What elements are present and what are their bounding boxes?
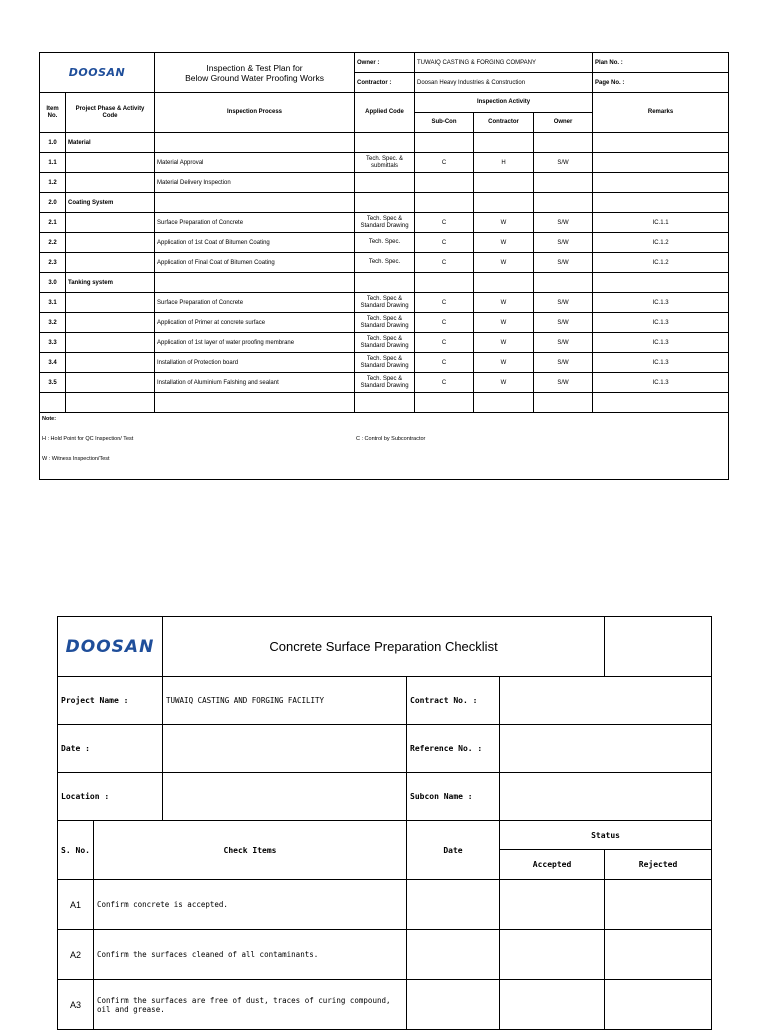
rejected-header: Rejected <box>605 850 712 880</box>
itp-cell-contractor: H <box>474 153 534 173</box>
itp-cell-applied-code <box>355 393 415 413</box>
itp-cell-owner: S/W <box>534 233 593 253</box>
itp-cell-subcon <box>415 133 474 153</box>
date-value[interactable] <box>163 725 407 773</box>
itp-cell-item-no: 3.5 <box>40 373 66 393</box>
itp-cell-remarks: IC.1.2 <box>593 233 729 253</box>
itp-cell-contractor: W <box>474 353 534 373</box>
itp-cell-subcon <box>415 173 474 193</box>
itp-cell-owner <box>534 193 593 213</box>
itp-title-line1: Inspection & Test Plan for <box>206 62 303 73</box>
itp-row <box>40 233 729 253</box>
itp-cell-contractor: W <box>474 373 534 393</box>
itp-cell-process <box>155 393 355 413</box>
itp-cell-phase: Material <box>66 133 155 153</box>
itp-cell-subcon: C <box>415 353 474 373</box>
date-header: Date <box>407 821 500 880</box>
itp-cell-applied-code <box>355 173 415 193</box>
itp-cell-subcon: C <box>415 373 474 393</box>
project-name-label: Project Name : <box>58 677 163 725</box>
itp-cell-remarks <box>593 193 729 213</box>
itp-cell-owner: S/W <box>534 213 593 233</box>
itp-cell-subcon <box>415 393 474 413</box>
page-no-label: Page No. : <box>593 73 729 93</box>
itp-cell-process: Application of 1st layer of water proofing membrane <box>155 333 355 353</box>
itp-cell-process: Surface Preparation of Concrete <box>155 293 355 313</box>
itp-cell-owner <box>534 133 593 153</box>
check-item-code: A1 <box>58 880 94 930</box>
itp-cell-item-no: 3.3 <box>40 333 66 353</box>
doosan-logo-large: DOOSAN <box>65 636 155 657</box>
itp-cell-phase <box>66 153 155 173</box>
itp-row <box>40 393 729 413</box>
itp-cell-process: Application of Final Coat of Bitumen Coating <box>155 253 355 273</box>
itp-cell-item-no: 1.1 <box>40 153 66 173</box>
check-item-row <box>58 980 712 1030</box>
itp-cell-owner: S/W <box>534 333 593 353</box>
check-item-row <box>58 930 712 980</box>
itp-cell-applied-code: Tech. Spec & Standard Drawing <box>355 293 415 313</box>
itp-cell-remarks <box>593 273 729 293</box>
itp-cell-owner <box>534 393 593 413</box>
header-subcon: Sub-Con <box>415 113 474 133</box>
itp-cell-phase <box>66 353 155 373</box>
check-item-row <box>58 880 712 930</box>
header-inspection-activity: Inspection Activity <box>415 93 593 113</box>
itp-cell-process: Material Delivery Inspection <box>155 173 355 193</box>
itp-cell-phase <box>66 233 155 253</box>
check-item-code: A3 <box>58 980 94 1030</box>
itp-cell-owner: S/W <box>534 353 593 373</box>
itp-cell-contractor: W <box>474 313 534 333</box>
itp-cell-item-no: 2.1 <box>40 213 66 233</box>
itp-cell-remarks: IC.1.3 <box>593 353 729 373</box>
itp-cell-subcon: C <box>415 213 474 233</box>
itp-cell-phase: Coating System <box>66 193 155 213</box>
itp-cell-contractor <box>474 133 534 153</box>
note-label: Note: <box>42 416 57 422</box>
itp-cell-applied-code <box>355 273 415 293</box>
header-phase: Project Phase & Activity Code <box>66 93 155 133</box>
itp-cell-phase <box>66 253 155 273</box>
itp-cell-process: Surface Preparation of Concrete <box>155 213 355 233</box>
itp-cell-subcon: C <box>415 253 474 273</box>
checklist-logo-cell <box>58 617 163 677</box>
itp-row <box>40 313 729 333</box>
itp-row <box>40 293 729 313</box>
itp-cell-remarks <box>593 133 729 153</box>
itp-row <box>40 193 729 213</box>
itp-row <box>40 353 729 373</box>
itp-cell-phase <box>66 313 155 333</box>
itp-cell-applied-code: Tech. Spec & Standard Drawing <box>355 313 415 333</box>
subcon-name-value[interactable] <box>500 773 712 821</box>
itp-cell-subcon <box>415 193 474 213</box>
itp-cell-subcon: C <box>415 333 474 353</box>
check-item-rejected-cell[interactable] <box>605 930 712 980</box>
header-item-no: Item No. <box>40 93 66 133</box>
itp-cell-item-no: 3.4 <box>40 353 66 373</box>
itp-cell-process <box>155 193 355 213</box>
sno-header: S. No. <box>58 821 94 880</box>
itp-row <box>40 133 729 153</box>
note-control: C : Control by Subcontractor <box>356 436 426 442</box>
itp-cell-applied-code: Tech. Spec & Standard Drawing <box>355 333 415 353</box>
itp-cell-item-no: 3.0 <box>40 273 66 293</box>
itp-cell-applied-code: Tech. Spec. <box>355 253 415 273</box>
checklist-body <box>58 880 712 1030</box>
itp-cell-phase <box>66 213 155 233</box>
itp-cell-owner <box>534 173 593 193</box>
itp-cell-owner: S/W <box>534 293 593 313</box>
itp-cell-subcon: C <box>415 233 474 253</box>
itp-cell-item-no: 3.2 <box>40 313 66 333</box>
check-item-rejected-cell[interactable] <box>605 880 712 930</box>
itp-cell-applied-code: Tech. Spec & Standard Drawing <box>355 353 415 373</box>
itp-cell-owner: S/W <box>534 153 593 173</box>
itp-row <box>40 273 729 293</box>
header-contractor: Contractor <box>474 113 534 133</box>
date-label: Date : <box>58 725 163 773</box>
check-item-date-cell[interactable] <box>407 880 500 930</box>
header-owner: Owner <box>534 113 593 133</box>
itp-cell-subcon: C <box>415 293 474 313</box>
itp-cell-contractor: W <box>474 213 534 233</box>
itp-cell-owner: S/W <box>534 373 593 393</box>
check-item-date-cell[interactable] <box>407 930 500 980</box>
itp-cell-remarks: IC.1.2 <box>593 253 729 273</box>
checklist-title: Concrete Surface Preparation Checklist <box>163 617 605 677</box>
itp-cell-remarks: IC.1.3 <box>593 373 729 393</box>
itp-cell-applied-code <box>355 193 415 213</box>
itp-cell-subcon <box>415 273 474 293</box>
itp-cell-process: Material Approval <box>155 153 355 173</box>
check-item-text: Confirm the surfaces are free of dust, traces of curing compound, oil and grease. <box>94 980 407 1030</box>
itp-cell-item-no: 1.0 <box>40 133 66 153</box>
header-remarks: Remarks <box>593 93 729 133</box>
itp-cell-contractor: W <box>474 233 534 253</box>
itp-row <box>40 253 729 273</box>
subcon-name-label: Subcon Name : <box>407 773 500 821</box>
itp-title-line2: Below Ground Water Proofing Works <box>185 72 324 83</box>
itp-cell-process: Application of Primer at concrete surface <box>155 313 355 333</box>
itp-cell-item-no: 1.2 <box>40 173 66 193</box>
itp-cell-remarks: IC.1.1 <box>593 213 729 233</box>
reference-no-value[interactable] <box>500 725 712 773</box>
itp-logo-cell <box>40 53 155 93</box>
itp-cell-phase <box>66 393 155 413</box>
header-process: Inspection Process <box>155 93 355 133</box>
check-item-accepted-cell[interactable] <box>500 980 605 1030</box>
itp-cell-contractor: W <box>474 333 534 353</box>
itp-row <box>40 173 729 193</box>
itp-row <box>40 153 729 173</box>
check-item-code: A2 <box>58 930 94 980</box>
reference-no-label: Reference No. : <box>407 725 500 773</box>
itp-cell-applied-code: Tech. Spec. <box>355 233 415 253</box>
check-item-text: Confirm concrete is accepted. <box>94 880 407 930</box>
itp-cell-remarks: IC.1.3 <box>593 333 729 353</box>
check-item-accepted-cell[interactable] <box>500 880 605 930</box>
check-item-text: Confirm the surfaces cleaned of all contaminants. <box>94 930 407 980</box>
check-item-rejected-cell[interactable] <box>605 980 712 1030</box>
itp-cell-owner: S/W <box>534 313 593 333</box>
itp-cell-contractor <box>474 193 534 213</box>
itp-title-cell <box>155 53 355 93</box>
itp-cell-subcon: C <box>415 313 474 333</box>
check-item-date-cell[interactable] <box>407 980 500 1030</box>
itp-cell-item-no: 2.3 <box>40 253 66 273</box>
contract-no-value[interactable] <box>500 677 712 725</box>
plan-no-label: Plan No. : <box>593 53 729 73</box>
note-witness: W : Witness Inspection/Test <box>42 456 110 462</box>
itp-cell-owner <box>534 273 593 293</box>
itp-cell-owner: S/W <box>534 253 593 273</box>
itp-cell-phase <box>66 333 155 353</box>
itp-cell-applied-code: Tech. Spec & Standard Drawing <box>355 213 415 233</box>
check-items-header: Check Items <box>94 821 407 880</box>
itp-body <box>40 133 729 413</box>
itp-cell-item-no: 2.2 <box>40 233 66 253</box>
itp-cell-process: Application of 1st Coat of Bitumen Coating <box>155 233 355 253</box>
note-hold: H : Hold Point for QC Inspection/ Test <box>42 436 134 442</box>
itp-cell-contractor <box>474 393 534 413</box>
checklist-table <box>57 616 712 1030</box>
itp-cell-process: Installation of Aluminium Falshing and sealant <box>155 373 355 393</box>
itp-cell-item-no: 2.0 <box>40 193 66 213</box>
itp-row <box>40 213 729 233</box>
itp-cell-applied-code: Tech. Spec. & submittals <box>355 153 415 173</box>
project-name-value: TUWAIQ CASTING AND FORGING FACILITY <box>163 677 407 725</box>
itp-table <box>39 52 729 480</box>
header-applied-code: Applied Code <box>355 93 415 133</box>
itp-cell-phase <box>66 373 155 393</box>
itp-cell-contractor: W <box>474 253 534 273</box>
itp-cell-item-no <box>40 393 66 413</box>
itp-cell-contractor: W <box>474 293 534 313</box>
itp-cell-contractor <box>474 273 534 293</box>
itp-cell-item-no: 3.1 <box>40 293 66 313</box>
status-header: Status <box>500 821 712 850</box>
contract-no-label: Contract No. : <box>407 677 500 725</box>
owner-value: TUWAIQ CASTING & FORGING COMPANY <box>415 53 593 73</box>
itp-cell-remarks: IC.1.3 <box>593 293 729 313</box>
itp-cell-applied-code <box>355 133 415 153</box>
check-item-accepted-cell[interactable] <box>500 930 605 980</box>
itp-cell-phase: Tanking system <box>66 273 155 293</box>
location-value[interactable] <box>163 773 407 821</box>
itp-cell-contractor <box>474 173 534 193</box>
itp-cell-process <box>155 273 355 293</box>
accepted-header: Accepted <box>500 850 605 880</box>
itp-cell-remarks: IC.1.3 <box>593 313 729 333</box>
itp-cell-applied-code: Tech. Spec & Standard Drawing <box>355 373 415 393</box>
itp-cell-remarks <box>593 153 729 173</box>
contractor-label: Contractor : <box>355 73 415 93</box>
itp-cell-process <box>155 133 355 153</box>
itp-cell-remarks <box>593 393 729 413</box>
itp-cell-remarks <box>593 173 729 193</box>
notes-cell <box>40 413 729 480</box>
itp-cell-phase <box>66 173 155 193</box>
itp-cell-subcon: C <box>415 153 474 173</box>
itp-row <box>40 333 729 353</box>
itp-cell-process: Installation of Protection board <box>155 353 355 373</box>
itp-row <box>40 373 729 393</box>
contractor-value: Doosan Heavy Industries & Construction <box>415 73 593 93</box>
itp-cell-phase <box>66 293 155 313</box>
location-label: Location : <box>58 773 163 821</box>
owner-label: Owner : <box>355 53 415 73</box>
checklist-blank-cell <box>605 617 712 677</box>
doosan-logo: DOOSAN <box>68 66 126 79</box>
